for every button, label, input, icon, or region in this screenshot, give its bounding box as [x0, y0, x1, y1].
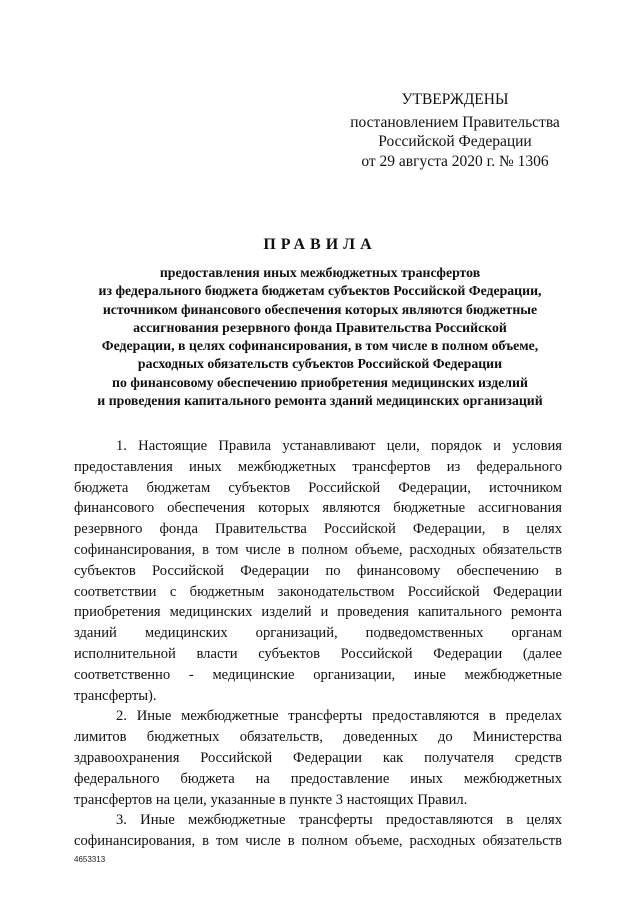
subtitle-line: ассигнования резервного фонда Правительства Российской: [133, 319, 507, 335]
subtitle-line: из федерального бюджета бюджетам субъектов Российской Федерации,: [98, 283, 542, 299]
document-title: ПРАВИЛА: [263, 236, 377, 253]
paragraph-1-line: трансферты).: [74, 687, 157, 704]
paragraph-1-line: бюджета бюджетам субъектов Российской Федерации, источником: [74, 479, 562, 496]
approval-line: постановлением Правительства: [350, 113, 560, 131]
paragraph-2-line: трансфертов на цели, указанные в пункте 3 настоящих Правил.: [74, 791, 468, 808]
paragraph-1-line: софинансирования, в том числе в полном объеме, расходных обязательств: [74, 541, 562, 558]
paragraph-2-line: федерального бюджета на предоставление иных межбюджетных: [74, 770, 562, 787]
paragraph-2-line: 2. Иные межбюджетные трансферты предоставляются в пределах: [116, 708, 562, 725]
paragraph-2-line: лимитов бюджетных обязательств, доведенных до Министерства: [74, 729, 562, 746]
paragraph-1-line: 1. Настоящие Правила устанавливают цели, порядок и условия: [116, 438, 562, 454]
paragraph-1-line: финансового обеспечения которых являются бюджетные ассигнования: [74, 500, 562, 517]
paragraph-1-line: соответственно - медицинские организации, иные межбюджетные: [74, 666, 562, 683]
document-subtitle: [60, 264, 580, 410]
subtitle-line: Федерации, в целях софинансирования, в том числе в полном объеме,: [101, 338, 539, 354]
approval-line: Российской Федерации: [378, 133, 532, 150]
document-body: [74, 436, 562, 852]
subtitle-line: и проведения капитального ремонта зданий медицинских организаций: [97, 393, 543, 409]
paragraph-3-line: 3. Иные межбюджетные трансферты предоставляются в целях: [116, 812, 562, 829]
approval-block: [320, 90, 590, 171]
subtitle-line: источником финансового обеспечения которых являются бюджетные: [102, 301, 538, 317]
paragraph-1-line: зданий медицинских организаций, подведомственных органам: [74, 625, 562, 642]
subtitle-line: расходных обязательств субъектов Российской Федерации: [137, 356, 503, 372]
paragraph-1-line: субъектов Российской Федерации по финансовому обеспечению в: [74, 562, 562, 579]
paragraph-1-line: предоставления иных межбюджетных трансфертов из федерального: [74, 458, 562, 475]
paragraph-2-line: здравоохранения Российской Федерации как получателя средств: [74, 749, 562, 766]
document-number: 4653313: [74, 855, 106, 864]
subtitle-line: предоставления иных межбюджетных трансфертов: [159, 265, 481, 280]
paragraph-1-line: исполнительной власти субъектов Российской Федерации (далее: [74, 645, 562, 662]
paragraph-3-line: софинансирования, в том числе в полном объеме, расходных обязательств: [74, 833, 562, 850]
paragraph-1-line: приобретения медицинских изделий и проведения капитального ремонта: [74, 604, 562, 621]
approval-heading: УТВЕРЖДЕНЫ: [401, 91, 509, 108]
paragraph-1-line: резервного фонда Правительства Российской Федерации, в целях: [74, 521, 562, 538]
approval-date-number: от 29 августа 2020 г. № 1306: [361, 152, 549, 170]
paragraph-1-line: соответствии с бюджетным законодательством Российской Федерации: [74, 583, 562, 600]
subtitle-line: по финансовому обеспечению приобретения медицинских изделий: [112, 374, 528, 390]
